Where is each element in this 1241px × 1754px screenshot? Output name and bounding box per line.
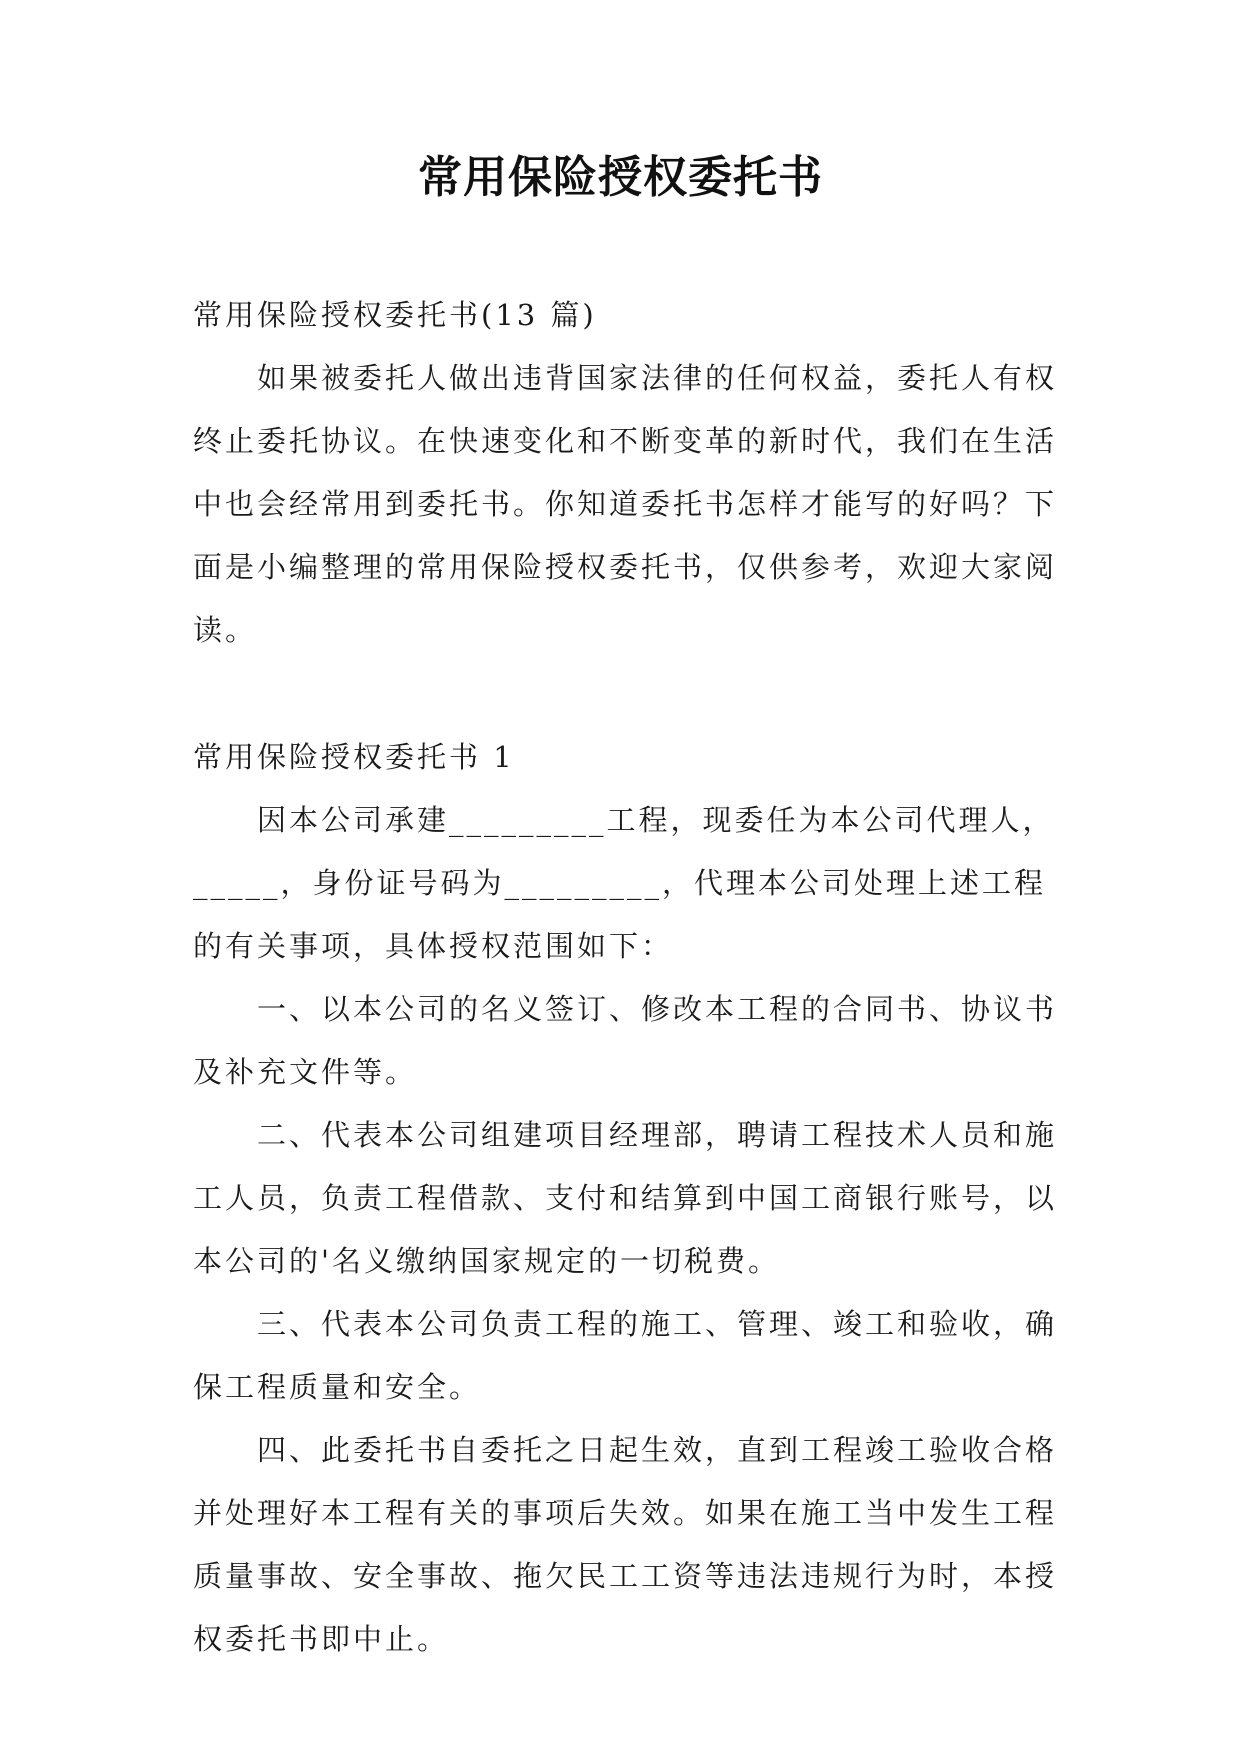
intro-paragraph: 如果被委托人做出违背国家法律的任何权益，委托人有权终止委托协议。在快速变化和不断变革的新时代，我们在生活中也会经常用到委托书。你知道委托书怎样才能写的好吗？下面是小编整理的常用保险授权委托书，仅供参考，欢迎大家阅读。 [193, 361, 1058, 647]
body-paragraph: 一、以本公司的名义签订、修改本工程的合同书、协议书及补充文件等。 [193, 992, 1058, 1089]
document-title: 常用保险授权委托书 [418, 152, 823, 203]
section-heading: 常用保险授权委托书 1 [193, 740, 515, 774]
body-paragraph: 二、代表本公司组建项目经理部，聘请工程技术人员和施工人员，负责工程借款、支付和结算到中国工商银行账号，以本公司的'名义缴纳国家规定的一切税费。 [193, 1118, 1058, 1278]
paragraph-spacer [193, 662, 1063, 726]
document-body [193, 284, 1063, 1671]
body-paragraph: 四、此委托书自委托之日起生效，直到工程竣工验收合格并处理好本工程有关的事项后失效。如果在施工当中发生工程质量事故、安全事故、拖欠民工工资等违法违规行为时，本授权委托书即中止。 [193, 1433, 1058, 1656]
document-subtitle: 常用保险授权委托书(13 篇) [193, 298, 597, 332]
body-paragraph: 因本公司承建_________工程，现委任为本公司代理人，_____，身份证号码为_________，代理本公司处理上述工程的有关事项，具体授权范围如下： [193, 803, 1055, 963]
body-paragraph: 三、代表本公司负责工程的施工、管理、竣工和验收，确保工程质量和安全。 [193, 1307, 1058, 1404]
